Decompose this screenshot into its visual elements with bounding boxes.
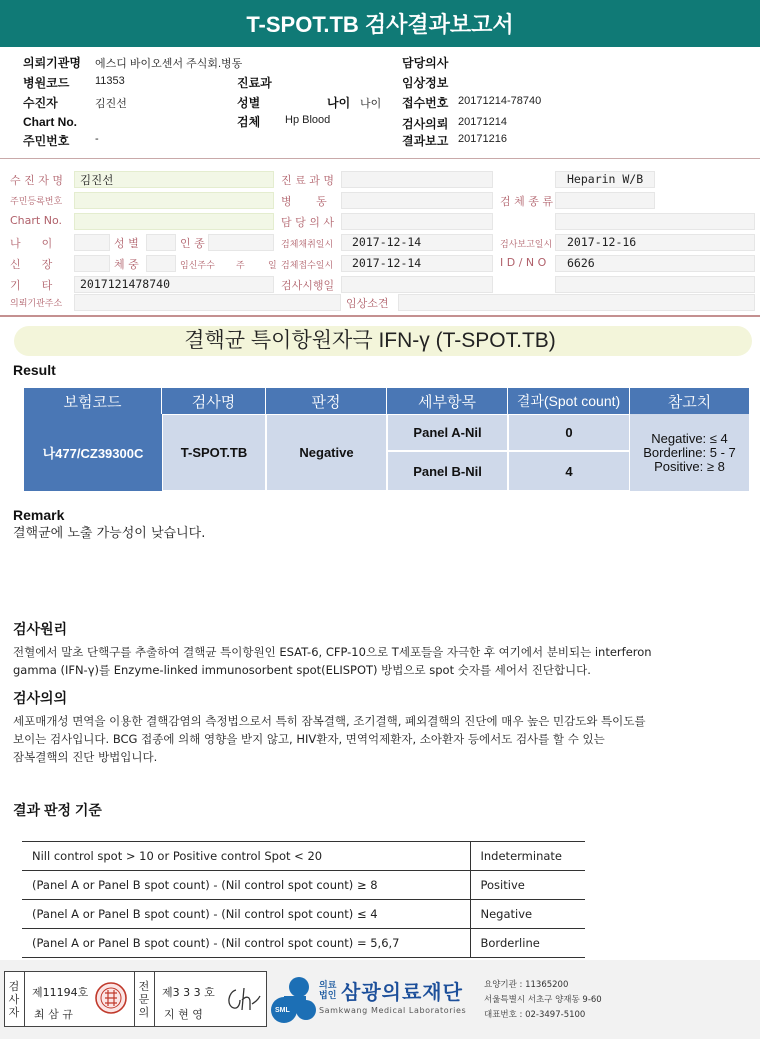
age-value: 나이: [360, 98, 382, 110]
test-banner: 결핵균 특이항원자극 IFN-γ (T-SPOT.TB): [184, 329, 556, 352]
form-chart-field: [74, 213, 274, 230]
patient-value: 김진선: [95, 98, 127, 110]
org-name-english: Samkwang Medical Laboratories: [319, 1006, 467, 1015]
principle-line-1: 전혈에서 말초 단핵구를 추출하여 결핵균 특이항원인 ESAT-6, CFP-10으로 T세포들을 자극한 후 여기에서 분비되는 interferon: [13, 645, 652, 659]
principle-line-2: gamma (IFN-γ)를 Enzyme-linked immunosorbent spot(ELISPOT) 방법으로 spot 숫자를 세어서 진단합니다.: [13, 663, 591, 677]
institution-label: 의뢰기관명: [23, 56, 81, 70]
form-sex-label: 성 별: [114, 237, 139, 250]
form-exec-label: 검사시행일: [281, 279, 335, 292]
org-type-line-2: 법인: [319, 991, 337, 1001]
criteria-condition: (Panel A or Panel B spot count) - (Nil control spot count) ≤ 4: [22, 900, 470, 929]
hospital-code-label: 병원코드: [23, 76, 70, 90]
panel-a-name: Panel A-Nil: [387, 414, 508, 451]
form-heparin-value: Heparin W/B: [567, 172, 644, 186]
form-weight-label: 체 중: [114, 258, 139, 271]
col-spot-count: 결과(Spot count): [508, 388, 630, 414]
report-value: 20171216: [458, 133, 507, 145]
form-opinion-field: [398, 294, 755, 311]
report-title: T-SPOT.TB 검사결과보고서: [0, 0, 760, 47]
form-id-value: 6626: [567, 256, 595, 270]
form-address-field: [74, 294, 341, 311]
reference-positive: Positive: ≥ 8: [654, 458, 725, 474]
form-opinion-label: 임상소견: [346, 297, 389, 310]
form-report-date-label: 검사보고일시: [500, 240, 553, 250]
examiner-number: 제11194호: [32, 986, 89, 999]
reference-borderline: Borderline: 5 - 7: [643, 444, 736, 460]
form-day-label: 일: [268, 261, 277, 271]
criteria-row: [22, 929, 585, 958]
significance-heading: 검사의의: [13, 690, 68, 706]
resident-value: -: [95, 133, 99, 145]
form-receive-value: 2017-12-14: [352, 256, 422, 270]
col-detail-item: 세부항목: [387, 388, 508, 414]
reference-negative: Negative: ≤ 4: [651, 430, 728, 446]
col-insurance-code: 보험코드: [24, 388, 162, 414]
form-age-field: [74, 234, 110, 251]
request-value: 20171214: [458, 116, 507, 128]
org-type-line-1: 의료: [319, 981, 337, 991]
form-resident-field: [74, 192, 274, 209]
form-resident-label: 주민등록번호: [10, 197, 63, 207]
form-chart-label: Chart No.: [10, 214, 62, 227]
significance-line-1: 세포매개성 면역을 이용한 결핵감염의 측정법으로서 특히 잠복결핵, 조기결핵, 폐외결핵의 진단에 매우 높은 민감도와 특이도를: [13, 714, 646, 728]
institution-value: 에스디 바이오센서 주식회.병동: [95, 58, 243, 70]
form-collect-value: 2017-12-14: [352, 235, 422, 249]
col-reference: 참고치: [630, 388, 749, 414]
form-specimen-type-label: 검 체 종 류: [500, 195, 553, 208]
criteria-result: Positive: [470, 871, 585, 900]
official-seal-icon: [94, 981, 128, 1015]
receipt-label: 접수번호: [402, 96, 449, 110]
criteria-row: [22, 842, 585, 871]
form-receive-label: 검체접수일시: [281, 261, 334, 271]
care-code: 요양기관 : 11365200: [484, 980, 569, 990]
form-exec-field: [341, 276, 493, 293]
panel-a-value: 0: [508, 414, 630, 451]
specialist-char: 의: [138, 1006, 150, 1019]
specialist-name: 지 현 영: [164, 1008, 203, 1021]
form-specimen-type-field: [555, 192, 655, 209]
principle-heading: 검사원리: [13, 621, 68, 637]
criteria-result: Indeterminate: [470, 842, 585, 871]
form-weight-field: [146, 255, 176, 272]
insurance-code-cell: 나477/CZ39300C: [24, 414, 162, 491]
form-etc-label: 기 타: [10, 279, 53, 292]
org-address: 서울특별시 서초구 양재동 9-60: [484, 995, 602, 1005]
examiner-char: 검: [8, 980, 20, 993]
form-week-label: 주: [236, 261, 245, 271]
criteria-heading: 결과 판정 기준: [13, 802, 102, 818]
form-height-label: 신 장: [10, 258, 53, 271]
org-type: [319, 981, 336, 1001]
chart-label: Chart No.: [23, 115, 77, 129]
form-race-field: [208, 234, 274, 251]
remark-heading: Remark: [13, 507, 65, 523]
remark-text: 결핵균에 노출 가능성이 낮습니다.: [13, 526, 206, 541]
form-preg-label: 임신주수: [180, 261, 215, 271]
org-name: 삼광의료재단: [341, 980, 463, 1004]
examiner-name: 최 삼 규: [34, 1008, 73, 1021]
form-collect-label: 검체채취일시: [281, 240, 334, 250]
panel-b-value: 4: [508, 451, 630, 491]
significance-line-3: 잠복결핵의 진단 방법입니다.: [13, 750, 158, 764]
sig-divider-1: [24, 971, 25, 1027]
form-ward-field: [341, 192, 493, 209]
request-label: 검사의뢰: [402, 117, 449, 131]
form-ward-label: 병 동: [281, 195, 327, 208]
criteria-row: [22, 871, 585, 900]
doctor-label: 담당의사: [402, 56, 449, 70]
resident-label: 주민번호: [23, 134, 70, 148]
form-id-label: I D / N O: [500, 256, 547, 269]
form-report-date-value: 2017-12-16: [567, 235, 637, 249]
criteria-result: Negative: [470, 900, 585, 929]
clinical-label: 임상정보: [402, 76, 449, 90]
form-dept-label: 진 료 과 명: [281, 174, 334, 187]
result-heading: Result: [13, 362, 56, 378]
specimen-label: 검체: [237, 115, 261, 129]
form-patient-value: 김진선: [80, 173, 114, 187]
test-name-cell: T-SPOT.TB: [162, 414, 266, 491]
criteria-condition: Nill control spot > 10 or Positive control Spot < 20: [22, 842, 470, 871]
form-etc-value: 2017121478740: [80, 277, 171, 291]
criteria-result: Borderline: [470, 929, 585, 958]
form-bottom-divider: [0, 315, 760, 317]
age-label: 나이: [327, 96, 351, 110]
report-label: 결과보고: [402, 134, 449, 148]
specialist-vertical-label: [134, 980, 154, 1019]
form-doctor-field: [341, 213, 493, 230]
form-patient-label: 수 진 자 명: [10, 174, 63, 187]
criteria-row: [22, 900, 585, 929]
criteria-condition: (Panel A or Panel B spot count) - (Nil control spot count) ≥ 8: [22, 871, 470, 900]
form-address-label: 의뢰기관주소: [10, 299, 63, 309]
principle-text: [13, 643, 753, 679]
patient-label: 수진자: [23, 96, 58, 110]
form-race-label: 인 종: [180, 237, 205, 250]
form-blank-field-1: [555, 213, 755, 230]
panel-b-name: Panel B-Nil: [387, 451, 508, 491]
form-height-field: [74, 255, 110, 272]
sex-label: 성별: [237, 96, 261, 110]
form-dept-field: [341, 171, 493, 188]
reference-cell: [630, 414, 749, 491]
examiner-char: 자: [8, 1006, 20, 1019]
org-phone: 대표번호 : 02-3497-5100: [484, 1010, 586, 1020]
sml-logo-icon: [270, 974, 320, 1028]
form-age-label: 나 이: [10, 237, 53, 250]
col-test-name: 검사명: [162, 388, 266, 414]
signature-icon: [222, 982, 262, 1016]
col-judgement: 판정: [266, 388, 387, 414]
criteria-condition: (Panel A or Panel B spot count) - (Nil control spot count) = 5,6,7: [22, 929, 470, 958]
receipt-value: 20171214-78740: [458, 95, 542, 107]
form-sex-field: [146, 234, 176, 251]
form-blank-field-2: [555, 276, 755, 293]
judgement-cell: Negative: [266, 414, 387, 491]
examiner-char: 사: [8, 993, 20, 1006]
specialist-char: 전: [138, 980, 150, 993]
specialist-number: 제3 3 3 호: [162, 986, 215, 999]
sig-divider-3: [154, 971, 155, 1027]
criteria-table: [22, 841, 585, 958]
form-top-divider: [0, 158, 760, 159]
hospital-code-value: 11353: [95, 75, 125, 87]
significance-line-2: 보이는 검사입니다. BCG 접종에 의해 영향을 받지 않고, HIV환자, 면역억제환자, 소아환자 등에서도 검사를 할 수 있는: [13, 732, 605, 746]
examiner-vertical-label: [4, 980, 24, 1019]
significance-text: [13, 712, 753, 766]
dept-label: 진료과: [237, 76, 272, 90]
form-doctor-label: 담 당 의 사: [281, 216, 334, 229]
logo-badge: SML: [275, 1007, 290, 1014]
specialist-char: 문: [138, 993, 150, 1006]
specimen-value: Hp Blood: [285, 114, 331, 126]
